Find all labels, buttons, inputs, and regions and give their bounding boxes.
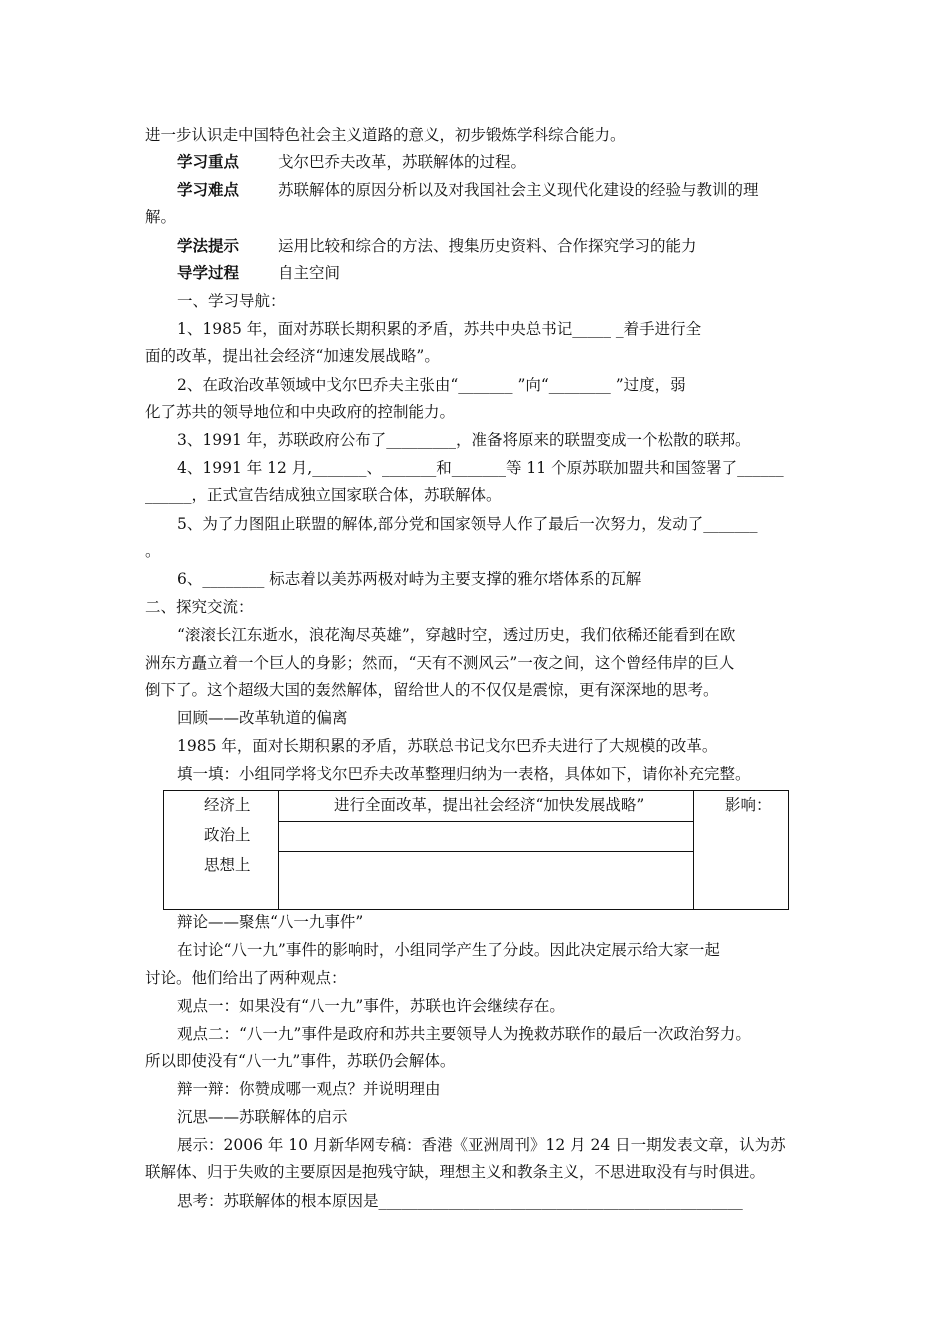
viewpoint-2-cont: 所以即使没有“八一九”事件，苏联仍会解体。 [145, 1052, 456, 1070]
question-2: 2、在政治改革领域中戈尔巴乔夫主张由“_______ ”向“________ ”过度，弱 [177, 376, 686, 394]
show-text: 展示：2006 年 10 月新华网专稿：香港《亚洲周刊》12 月 24 日一期发表文章，认为苏 [177, 1136, 786, 1154]
key-points-text: 戈尔巴乔夫改革，苏联解体的过程。 [278, 153, 527, 171]
table-divider [278, 851, 693, 852]
debate-title: 辩论——聚焦“八一九事件” [177, 913, 364, 931]
table-divider [278, 791, 279, 909]
section2-title: 二、探究交流： [145, 598, 254, 616]
show-text-cont: 联解体、归于失败的主要原因是抱残守缺，理想主义和教条主义，不思进取没有与时俱进。 [145, 1163, 766, 1181]
intro-tail: 进一步认识走中国特色社会主义道路的意义，初步锻炼学科综合能力。 [145, 126, 626, 144]
politics-label: 政治上 [204, 826, 251, 844]
process-label: 导学过程 [177, 263, 240, 282]
question-1-cont: 面的改革，提出社会经济“加速发展战略”。 [145, 347, 440, 365]
think-prompt: 思考：苏联解体的根本原因是_______________________________________________ [177, 1192, 743, 1210]
question-4: 4、1991 年 12 月,_______、_______和_______等 11 个原苏联加盟共和国签署了______ [177, 459, 784, 477]
debate-text-cont: 讨论。他们给出了两种观点： [145, 969, 347, 987]
question-2-cont: 化了苏共的领导地位和中央政府的控制能力。 [145, 403, 456, 421]
question-3: 3、1991 年，苏联政府公布了_________，准备将原来的联盟变成一个松散的联邦。 [177, 431, 751, 449]
review-text: 1985 年，面对长期积累的矛盾，苏联总书记戈尔巴乔夫进行了大规模的改革。 [177, 737, 718, 755]
intro-paragraph: “滚滚长江东逝水，浪花淘尽英雄”，穿越时空，透过历史，我们依稀还能看到在欧 [177, 626, 736, 644]
section1-title: 一、学习导航： [177, 292, 286, 310]
method-text: 运用比较和综合的方法、搜集历史资料、合作探究学习的能力 [278, 237, 697, 255]
ideology-label: 思想上 [204, 856, 251, 874]
impact-label: 影响： [725, 796, 772, 814]
economy-label: 经济上 [204, 796, 251, 814]
reform-table [163, 790, 789, 910]
reflect-title: 沉思——苏联解体的启示 [177, 1108, 348, 1126]
economy-content: 进行全面改革，提出社会经济“加快发展战略” [334, 796, 645, 814]
fill-prompt: 填一填：小组同学将戈尔巴乔夫改革整理归纳为一表格，具体如下，请你补充完整。 [177, 765, 751, 783]
question-1: 1、1985 年，面对苏联长期积累的矛盾，苏共中央总书记_____ _着手进行全 [177, 320, 702, 338]
question-4-cont: ______，正式宣告结成独立国家联合体，苏联解体。 [145, 486, 502, 504]
table-divider [693, 791, 694, 909]
debate-prompt: 辩一辩：你赞成哪一观点？并说明理由 [177, 1080, 441, 1098]
question-5-cont: 。 [145, 542, 161, 560]
question-5: 5、为了力图阻止联盟的解体,部分党和国家领导人作了最后一次努力，发动了_______ [177, 515, 758, 533]
difficulty-label: 学习难点 [177, 180, 240, 199]
difficulty-text: 苏联解体的原因分析以及对我国社会主义现代化建设的经验与教训的理 [278, 181, 759, 199]
process-text: 自主空间 [278, 264, 341, 282]
viewpoint-1: 观点一：如果没有“八一九”事件，苏联也许会继续存在。 [177, 997, 565, 1015]
intro-paragraph-line3: 倒下了。这个超级大国的轰然解体，留给世人的不仅仅是震惊，更有深深地的思考。 [145, 681, 719, 699]
review-title: 回顾——改革轨道的偏离 [177, 709, 348, 727]
intro-paragraph-line2: 洲东方矗立着一个巨人的身影；然而，“天有不测风云”一夜之间，这个曾经伟岸的巨人 [145, 654, 735, 672]
viewpoint-2: 观点二：“八一九”事件是政府和苏共主要领导人为挽救苏联作的最后一次政治努力。 [177, 1025, 751, 1043]
table-divider [278, 821, 693, 822]
debate-text: 在讨论“八一九”事件的影响时，小组同学产生了分歧。因此决定展示给大家一起 [177, 941, 720, 959]
method-label: 学法提示 [177, 236, 240, 255]
key-points-label: 学习重点 [177, 152, 240, 171]
question-6: 6、________ 标志着以美苏两极对峙为主要支撑的雅尔塔体系的瓦解 [177, 570, 642, 588]
difficulty-text-cont: 解。 [145, 208, 177, 226]
